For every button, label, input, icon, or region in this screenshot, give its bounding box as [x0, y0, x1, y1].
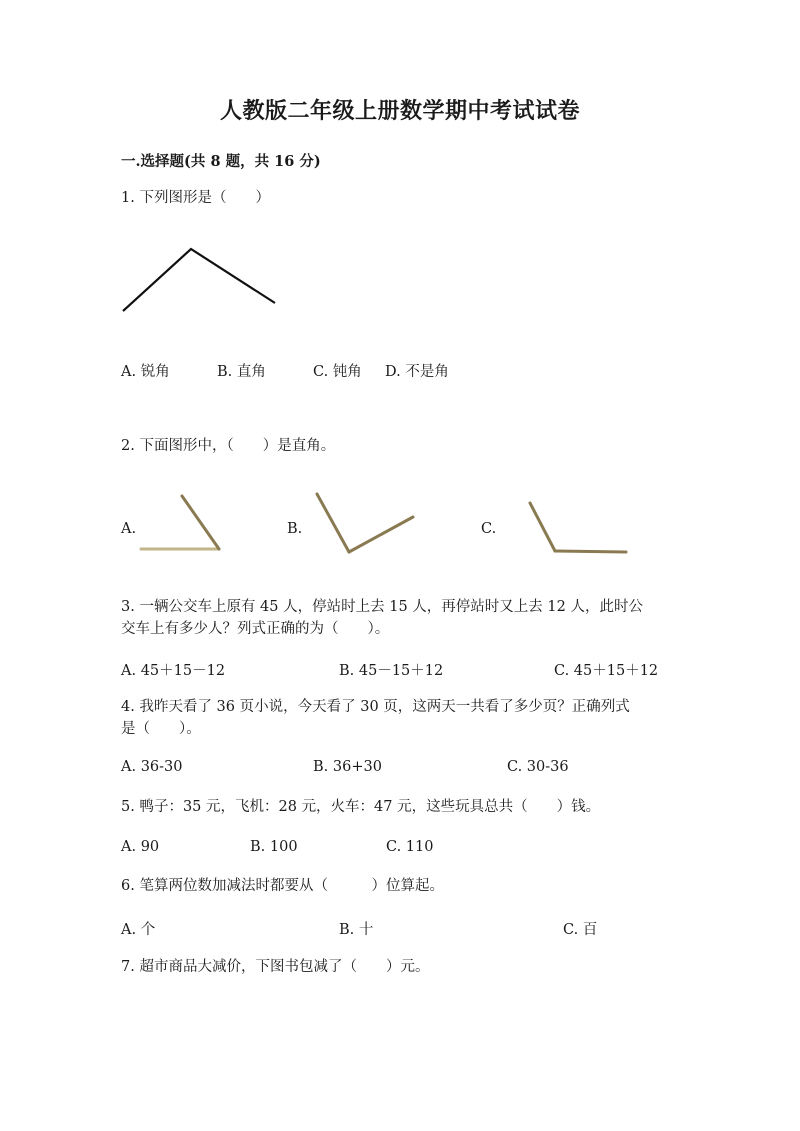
question-4-option-c[interactable]: C. 30-36: [507, 759, 569, 775]
question-1-angle-figure: [118, 244, 278, 316]
question-1-option-c[interactable]: C. 钝角: [313, 364, 362, 380]
obtuse-angle-lines: [123, 249, 275, 311]
question-2-figure-c: [526, 499, 630, 557]
question-4-option-a[interactable]: A. 36-30: [121, 759, 183, 775]
question-1-option-d[interactable]: D. 不是角: [385, 364, 449, 380]
question-5-option-a[interactable]: A. 90: [121, 839, 160, 855]
question-5-text: 5. 鸭子：35 元，飞机：28 元，火车：47 元，这些玩具总共（ ）钱。: [121, 799, 601, 815]
page-title: 人教版二年级上册数学期中考试试卷: [219, 98, 580, 124]
question-4-option-b[interactable]: B. 36+30: [313, 759, 382, 775]
question-2-option-a[interactable]: A.: [121, 521, 137, 537]
question-4-text-line-2: 是（ ）。: [121, 721, 201, 737]
question-5-option-c[interactable]: C. 110: [386, 839, 434, 855]
question-3-text-line-2: 交车上有多少人？列式正确的为（ ）。: [121, 621, 390, 637]
question-2-text: 2. 下面图形中，（ ）是直角。: [121, 438, 336, 454]
question-2-option-b[interactable]: B.: [287, 521, 303, 537]
question-3-text-line-1: 3. 一辆公交车上原有 45 人，停站时上去 15 人，再停站时又上去 12 人，此时公: [121, 599, 643, 615]
question-5-option-b[interactable]: B. 100: [250, 839, 298, 855]
section-heading: 一.选择题(共 8 题，共 16 分): [121, 153, 321, 170]
question-1-text: 1. 下列图形是（ ）: [121, 190, 270, 206]
question-2-figure-a: [138, 492, 224, 554]
question-6-option-b[interactable]: B. 十: [339, 922, 374, 938]
question-3-option-b[interactable]: B. 45－15＋12: [339, 663, 444, 679]
question-4-text-line-1: 4. 我昨天看了 36 页小说，今天看了 30 页，这两天一共看了多少页？正确列式: [121, 699, 630, 715]
question-6-option-a[interactable]: A. 个: [121, 922, 156, 938]
question-2-figure-b: [313, 490, 417, 558]
question-3-option-a[interactable]: A. 45＋15－12: [121, 663, 226, 679]
question-7-text: 7. 超市商品大减价，下图书包减了（ ）元。: [121, 959, 430, 975]
question-6-option-c[interactable]: C. 百: [563, 922, 598, 938]
question-6-text: 6. 笔算两位数加减法时都要从（ ）位算起。: [121, 878, 444, 894]
question-1-option-b[interactable]: B. 直角: [217, 364, 266, 380]
question-2-option-c[interactable]: C.: [481, 521, 497, 537]
question-3-option-c[interactable]: C. 45＋15＋12: [554, 663, 659, 679]
question-1-option-a[interactable]: A. 锐角: [121, 364, 170, 380]
